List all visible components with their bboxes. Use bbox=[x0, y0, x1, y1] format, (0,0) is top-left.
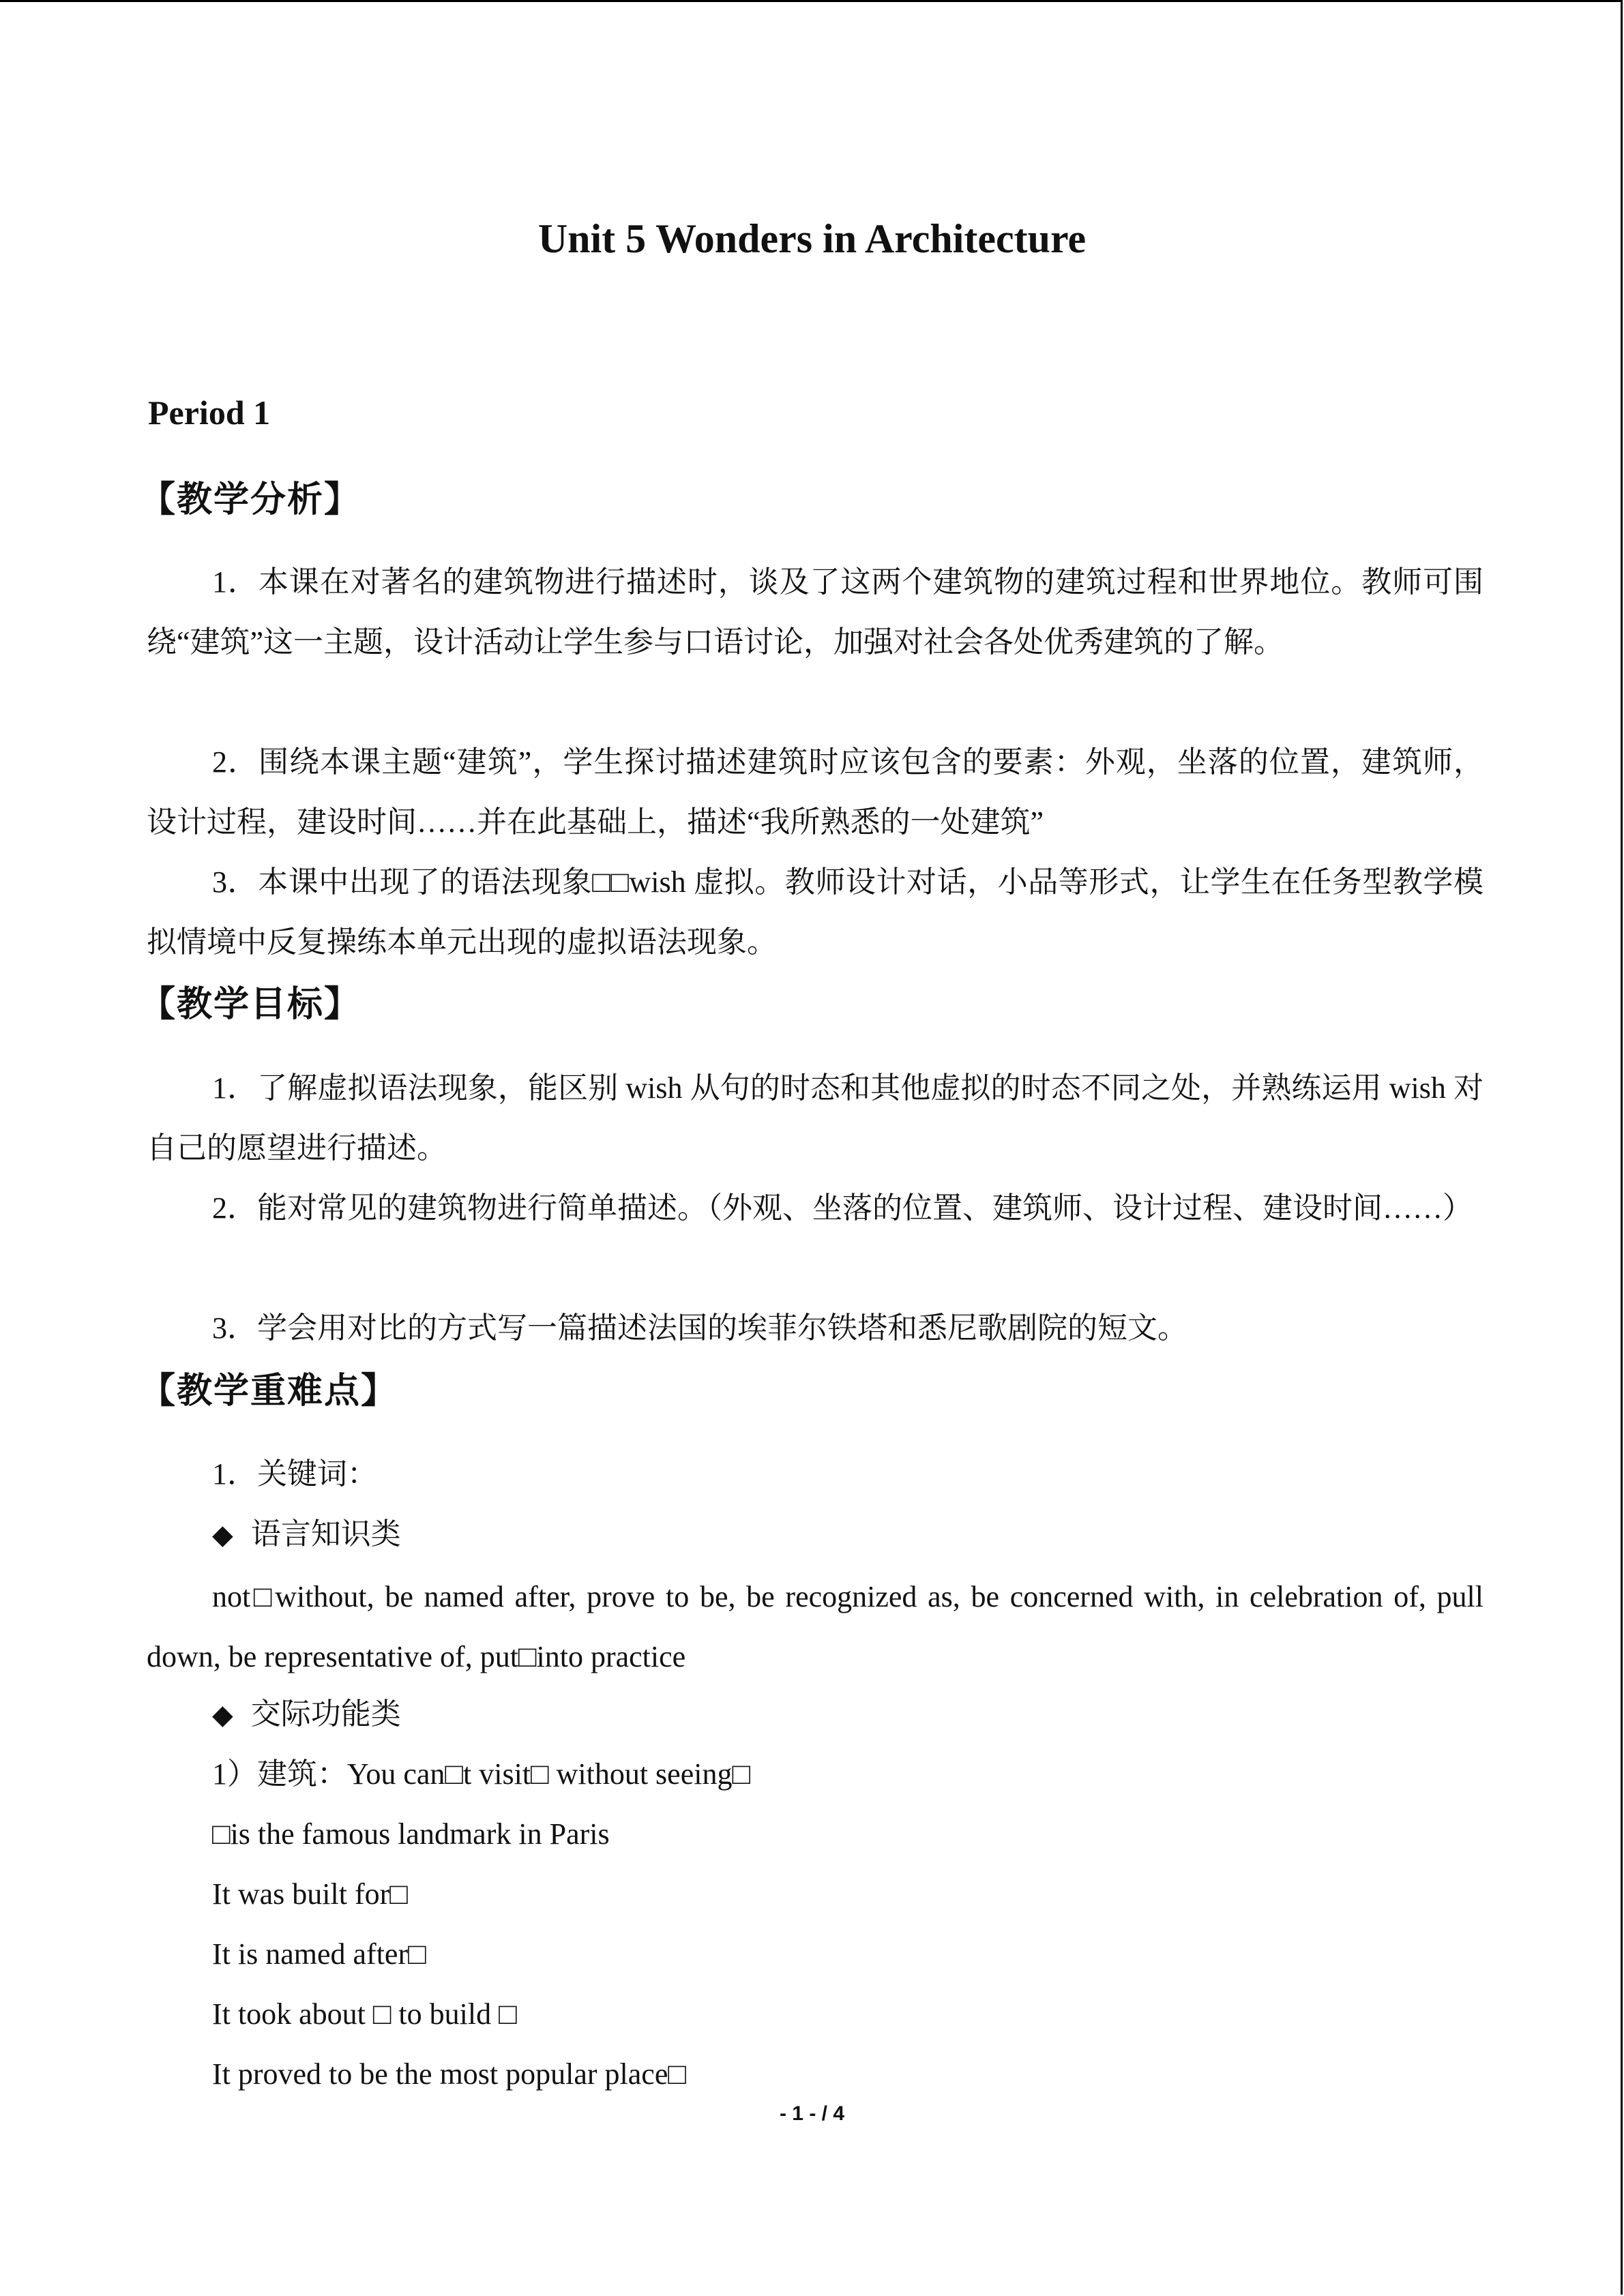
expression-line: It proved to be the most popular place□ bbox=[212, 2057, 686, 2091]
section-heading-objectives: 【教学目标】 bbox=[140, 984, 361, 1025]
period-heading: Period 1 bbox=[148, 393, 271, 432]
diamond-bullet-icon: ◆ bbox=[212, 1699, 233, 1731]
bullet-label: 语言知识类 bbox=[250, 1517, 401, 1551]
analysis-paragraph-3: 3．本课中出现了的语法现象□□wish 虚拟。教师设计对话，小品等形式，让学生在任务型教学模拟情境中反复操练本单元出现的虚拟语法现象。 bbox=[147, 865, 1483, 959]
bullet-language-knowledge bbox=[212, 1507, 401, 1562]
bullet-communicative-function bbox=[212, 1687, 401, 1742]
objectives-paragraph-3: 3．学会用对比的方式写一篇描述法国的埃菲尔铁塔和悉尼歌剧院的短文。 bbox=[212, 1311, 1187, 1345]
expression-line: 1）建筑：You can□t visit□ without seeing□ bbox=[212, 1757, 751, 1791]
objectives-paragraph-2: 2．能对常见的建筑物进行简单描述。（外观、坐落的位置、建筑师、设计过程、建设时间……） bbox=[212, 1191, 1473, 1225]
key-phrases-paragraph: not□without, be named after, prove to be, be recognized as, be concerned with, in celebration of, pull down, be representative of, put□into practice bbox=[147, 1580, 1483, 1673]
expression-line: It is named after□ bbox=[212, 1937, 426, 1971]
objectives-paragraph-1: 1．了解虚拟语法现象，能区别 wish 从句的时态和其他虚拟的时态不同之处，并熟练运用 wish 对自己的愿望进行描述。 bbox=[147, 1071, 1483, 1165]
diamond-bullet-icon: ◆ bbox=[212, 1519, 233, 1551]
expression-line: It was built for□ bbox=[212, 1877, 408, 1911]
key-words-label: 1．关键词： bbox=[212, 1457, 377, 1491]
section-heading-analysis: 【教学分析】 bbox=[140, 479, 361, 520]
analysis-paragraph-2: 2．围绕本课主题“建筑”，学生探讨描述建筑时应该包含的要素：外观，坐落的位置，建筑师，设计过程，建设时间……并在此基础上，描述“我所熟悉的一处建筑” bbox=[147, 745, 1483, 839]
bullet-label: 交际功能类 bbox=[250, 1697, 401, 1731]
expression-line: □is the famous landmark in Paris bbox=[212, 1817, 610, 1851]
document-title: Unit 5 Wonders in Architecture bbox=[537, 216, 1087, 261]
page-number: - 1 - / 4 bbox=[779, 2102, 845, 2125]
section-heading-key-points: 【教学重难点】 bbox=[140, 1371, 398, 1412]
analysis-paragraph-1: 1．本课在对著名的建筑物进行描述时，谈及了这两个建筑物的建筑过程和世界地位。教师可围绕“建筑”这一主题，设计活动让学生参与口语讨论，加强对社会各处优秀建筑的了解。 bbox=[147, 565, 1483, 659]
expression-line: It took about □ to build □ bbox=[212, 1997, 517, 2031]
